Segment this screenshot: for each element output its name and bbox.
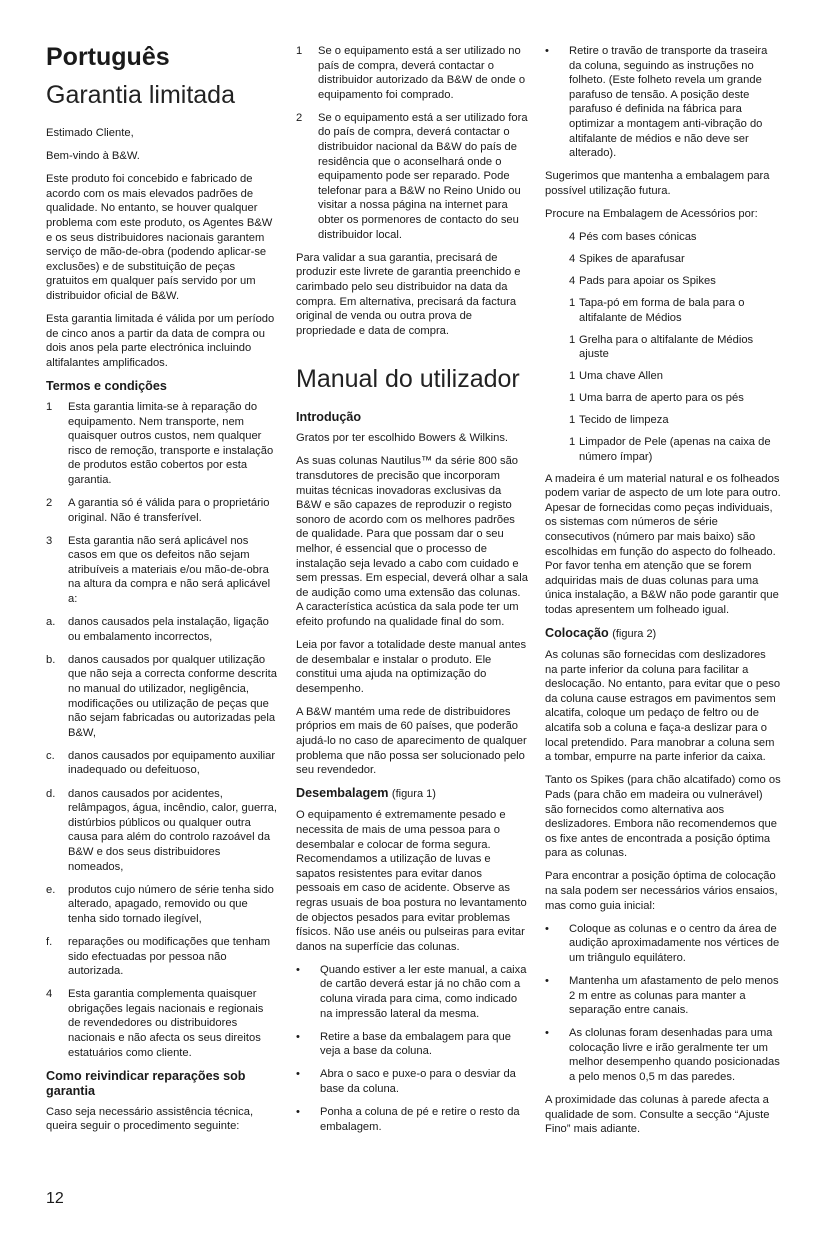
list-item: • As clolunas foram desenhadas para uma colocação livre e irão geralmente ter um melhor desempenho quando posicionadas a pelo menos 0,5 m das paredes. bbox=[545, 1027, 780, 1084]
language-heading: Português bbox=[46, 43, 170, 71]
page-number: 12 bbox=[46, 1190, 64, 1207]
list-item: 4 Pés com bases cónicas bbox=[569, 231, 697, 244]
intro-heading: Introdução bbox=[296, 410, 362, 425]
paragraph: Gratos por ter escolhido Bowers & Wilkins. bbox=[296, 432, 509, 445]
paragraph: Leia por favor a totalidade deste manual antes de desembalar e instalar o produto. Ele constitui uma ajuda na optimização do desempenho. bbox=[296, 639, 527, 695]
bullet-icon: • bbox=[545, 974, 549, 987]
list-item: 4 Spikes de aparafusar bbox=[569, 253, 685, 266]
paragraph: Sugerimos que mantenha a embalagem para possível utilização futura. bbox=[545, 170, 770, 197]
paragraph: Este produto foi concebido e fabricado de acordo com os mais elevados padrões de qualidade. No entanto, se houver qualquer problema com este produto, os Agentes B&W e os seus distribuidores nacionais garantem serviço de mão-de-obra (podendo aplicar-se exclusões) e de substituição de peças gratuitos em qualquer país servido por um distribuidor oficial de B&W. bbox=[46, 173, 273, 302]
list-item: • Retire o travão de transporte da traseira da coluna, seguindo as instruções no folheto. (Este folheto revela um grande parafuso de tensão. A posição deste parafuso é definida na fábrica para optimizar a montagem anti-vibração do altifalante de médios e não deve ser alterado). bbox=[545, 45, 768, 160]
list-item: 4 Pads para apoiar os Spikes bbox=[569, 275, 716, 287]
column-1 bbox=[46, 42, 278, 1142]
paragraph: A proximidade das colunas à parede afecta a qualidade de som. Consulte a secção “Ajuste Fino” mais adiante. bbox=[545, 1094, 770, 1136]
manual-title: Manual do utilizador bbox=[296, 365, 520, 394]
paragraph: Esta garantia limitada é válida por um período de cinco anos a partir da data de compra ou dois anos pela parte electrónica incluindo altifalantes amplificados. bbox=[46, 313, 275, 369]
list-item: b. danos causados por qualquer utilização que não seja a correcta conforme descrita no manual do utilizador, negligência, modificações ou utilização de peças que não sejam fabricadas ou autorizadas pela B&W, bbox=[46, 653, 277, 739]
list-item: • Coloque as colunas e o centro da área de audição aproximadamente nos vértices de um triângulo equilátero. bbox=[545, 922, 780, 964]
paragraph: A B&W mantém uma rede de distribuidores próprios em mais de 60 países, que poderão ajudá-lo no caso de aparecimento de qualquer problema que não possa ser solucionado pelo seu revendedor. bbox=[296, 705, 527, 777]
list-item: 2 Se o equipamento está a ser utilizado fora do país de compra, deverá contactar o distribuidor nacional da B&W do país de residência que o aconselhará onde o equipamento pode ser reparado. Pode telefonar para a B&W no Reino Unido ou visitar a nossa página na internet para obter os pormenores de contacto do seu distribuidor local. bbox=[296, 111, 528, 241]
list-item: 1 Uma chave Allen bbox=[569, 370, 663, 383]
paragraph: As suas colunas Nautilus™ da série 800 são transdutores de precisão que incorporam muitas técnicas inovadoras exclusivas da B&W e são capazes de reproduzir o registo sonoro de acordo com os melhores padrões de qualidade. Para que possam dar o seu melhor, é essencial que o processo de instalação seja levado a cabo com cuidado e sem pressas. Em especial, deverá olhar a sala de audição como uma extensão das colunas. A característica acústica da sala pode ter um efeito profundo na qualidade final do som. bbox=[296, 455, 528, 628]
list-item: d. danos causados por acidentes, relâmpagos, água, incêndio, calor, guerra, distúrbios públicos ou qualquer outra causa para além do controlo razoável da B&W e dos seus distribuidores nomeados, bbox=[46, 787, 277, 873]
bullet-icon: • bbox=[296, 1030, 300, 1043]
paragraph: Procure na Embalagem de Acessórios por: bbox=[545, 207, 758, 220]
list-item: a. danos causados pela instalação, ligação ou embalamento incorrectos, bbox=[46, 616, 269, 643]
terms-list bbox=[46, 400, 278, 1060]
list-item: 1 Tapa-pó em forma de bala para o altifalante de Médios bbox=[569, 296, 745, 324]
paragraph: Para validar a sua garantia, precisará de produzir este livrete de garantia preenchido e carimbado pelo seu distribuidor na data da compra. Em alternativa, precisará da factura original de venda ou outra prova de propriedade e data de compra. bbox=[296, 251, 521, 337]
list-item: • Ponha a coluna de pé e retire o resto da embalagem. bbox=[296, 1106, 520, 1133]
list-item: • Quando estiver a ler este manual, a caixa de cartão deverá estar já no chão com a coluna virada para cima, como indicado na impressão lateral da mesma. bbox=[296, 963, 527, 1020]
bullet-icon: • bbox=[545, 45, 549, 57]
list-item: 1 Esta garantia limita-se à reparação do equipamento. Nem transporte, nem quaisquer outros custos, nem qualquer risco de remoção, transporte e instalação de produtos estão cobertos por esta garantia. bbox=[46, 400, 274, 486]
bullet-icon: • bbox=[545, 1027, 549, 1040]
list-item: 4 Esta garantia complementa quaisquer obrigações legais nacionais e regionais de revendedores ou distribuidores nacionais e não afecta os seus direitos estatuários como cliente. bbox=[46, 988, 264, 1059]
paragraph: Para encontrar a posição óptima de colocação na sala podem ser necessários vários ensaios, mas como guia inicial: bbox=[545, 870, 778, 912]
list-item: 3 Esta garantia não será aplicável nos casos em que os defeitos não sejam atribuíveis a materiais e/ou mão-de-obra na altura da compra e não será aplicável a: bbox=[46, 534, 271, 606]
paragraph: O equipamento é extremamente pesado e necessita de mais de uma pessoa para o desembalar e colocar de forma segura. Recomendamos a utilização de luvas e sapatos resistentes para evitar danos pessoais em caso de acidente. Observe as regras usuais de boa postura no levantamento de objectos pesados para evitar problemas físicos. Não use anéis ou pulseiras para evitar danos na superfície das colunas. bbox=[296, 809, 527, 953]
bullet-icon: • bbox=[296, 1068, 300, 1081]
list-item: 1 Grelha para o altifalante de Médios ajuste bbox=[569, 333, 754, 361]
paragraph: As colunas são fornecidas com deslizadores na parte inferior da coluna para facilitar a deslocação. No entanto, para evitar que o peso da coluna cause estragos em pavimentos sem alcatifa, coloque um pedaço de feltro ou de alcatifa sob a coluna e faça-a deslizar para o local pretendido. Para manobrar a coluna sem a tombar, empurre na parte inferior da caixa. bbox=[545, 649, 781, 764]
placement-heading: Colocação (figura 2) bbox=[545, 626, 657, 641]
bullet-icon: • bbox=[296, 1106, 300, 1119]
paragraph: Caso seja necessário assistência técnica, queira seguir o procedimento seguinte: bbox=[46, 1105, 254, 1133]
list-item: 1 Limpador de Pele (apenas na caixa de número ímpar) bbox=[569, 436, 771, 463]
list-item: 1 Uma barra de aperto para os pés bbox=[569, 392, 744, 405]
paragraph: Tanto os Spikes (para chão alcatifado) como os Pads (para chão em madeira ou vulnerável) são fornecidos como alternativa aos deslizadores. Embora não recomendemos que os fixe antes de encontrada a posição óptima para as colunas. bbox=[545, 774, 781, 860]
warranty-title: Garantia limitada bbox=[46, 81, 235, 109]
accessories-list bbox=[545, 230, 781, 464]
list-item: 1 Tecido de limpeza bbox=[569, 414, 669, 427]
terms-heading: Termos e condições bbox=[46, 378, 167, 393]
paragraph: Bem-vindo à B&W. bbox=[46, 150, 140, 163]
list-item: • Mantenha um afastamento de pelo menos 2 m entre as colunas para manter a separação entre canais. bbox=[545, 974, 779, 1017]
bullet-icon: • bbox=[296, 963, 300, 976]
list-item: • Abra o saco e puxe-o para o desviar da base da coluna. bbox=[296, 1068, 516, 1095]
list-item: c. danos causados por equipamento auxiliar inadequado ou defeituoso, bbox=[46, 749, 276, 777]
list-item: 2 A garantia só é válida para o proprietário original. Não é transferível. bbox=[46, 496, 270, 524]
claim-heading: Como reivindicar reparações sob garantia bbox=[46, 1068, 246, 1098]
unpack-heading: Desembalagem (figura 1) bbox=[296, 786, 436, 801]
bullet-icon: • bbox=[545, 922, 549, 935]
list-item: e. produtos cujo número de série tenha sido alterado, apagado, removido ou que tenha sido tornado ilegível, bbox=[46, 883, 274, 925]
list-item: 1 Se o equipamento está a ser utilizado no país de compra, deverá contactar o distribuidor autorizado da B&W de onde o equipamento foi comprado. bbox=[296, 45, 526, 101]
column-2 bbox=[296, 44, 529, 1143]
list-item: f. reparações ou modificações que tenham sido efectuadas por pessoa não autorizada. bbox=[46, 935, 271, 978]
paragraph: A madeira é um material natural e os folheados podem variar de aspecto de um lote para outro. Apesar de fornecidas como peças individuais, os sistemas com números de série consecutivos (número par mais baixo) são escolhidas em função do aspecto do folheado. Por favor tenha em atenção que se forem adquiridas mais de duas colunas para uma única instalação, a B&W não pode garantir que todas apresentem um folheado igual. bbox=[545, 472, 781, 617]
list-item: • Retire a base da embalagem para que veja a base da coluna. bbox=[296, 1030, 511, 1058]
column-3 bbox=[545, 44, 781, 1145]
paragraph: Estimado Cliente, bbox=[46, 127, 134, 139]
